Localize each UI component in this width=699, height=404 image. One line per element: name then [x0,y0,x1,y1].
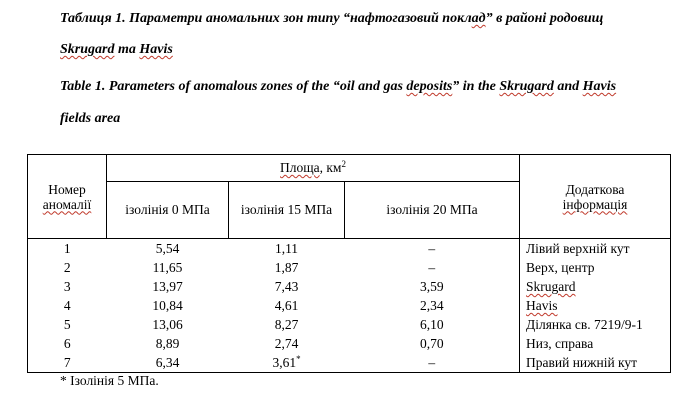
area-iso15: 2,74 [274,336,299,351]
footnote-marker: * [296,354,301,364]
header-isoline-15: ізолінія 15 МПа [229,182,345,239]
caption-uk-line2: Skrugard та Havis [60,42,173,57]
area-iso0: 8,89 [155,336,180,351]
area-iso0: 10,84 [152,298,183,313]
additional-info: Skrugard [520,277,671,296]
table-row [28,239,671,259]
table-row [28,353,671,373]
table-row [28,258,671,277]
parameters-table [27,154,671,373]
caption-en-line2: fields area [60,111,121,126]
header-area: Площа, $км^2$ [107,155,520,182]
area-iso20: 3,59 [419,279,444,294]
area-iso20: – [428,241,436,256]
area-iso15: 7,43 [274,279,299,294]
area-iso0: 5,54 [155,241,180,256]
area-iso20: 2,34 [419,298,444,313]
header-isoline-0: ізолінія 0 МПа [107,182,229,239]
anomaly-number: 1 [28,239,107,259]
anomaly-number: 4 [28,296,107,315]
additional-info: Ділянка св. 7219/9-1 [520,315,671,334]
area-iso20: – [345,353,520,373]
anomaly-number: 3 [28,277,107,296]
anomaly-number: 5 [28,315,107,334]
additional-info: Верх, центр [520,258,671,277]
table-footnote: * Ізолінія 5 МПа. [60,373,159,388]
area-iso0: 13,06 [152,317,183,332]
anomaly-number: 6 [28,334,107,353]
additional-info: Havis [520,296,671,315]
additional-info: Низ, справа [520,334,671,353]
additional-info: Правий нижній кут [520,353,671,373]
header-additional-info: Додаткова інформація [520,155,671,239]
area-iso20: 0,70 [419,336,444,351]
caption-uk-line1: Таблиця 1. Параметри аномальних зон типу “нафтогазовий поклад” в районі родовищ [60,11,604,26]
table-row [28,315,671,334]
table-row [28,277,671,296]
table-row [28,296,671,315]
additional-info: Лівий верхній кут [520,239,671,259]
area-iso15: 1,87 [274,260,299,275]
area-iso20: 6,10 [419,317,444,332]
area-iso0: 13,97 [152,279,183,294]
caption-en-line1: Table 1. Parameters of anomalous zones of the “oil and gas deposits” in the Skrugard and Havis [60,79,617,94]
table-row [28,334,671,353]
area-iso20: – [428,260,436,275]
area-iso15: 8,27 [274,317,299,332]
area-iso15: 1,11 [274,241,299,256]
area-iso0: 11,65 [152,260,183,275]
area-iso15: 3,61* [229,353,345,373]
anomaly-number: 7 [28,353,107,373]
area-iso0: 6,34 [107,353,229,373]
anomaly-number: 2 [28,258,107,277]
area-iso15: 4,61 [274,298,299,313]
header-anomaly-number: Номер аномалії [28,155,107,239]
header-isoline-20: ізолінія 20 МПа [345,182,520,239]
